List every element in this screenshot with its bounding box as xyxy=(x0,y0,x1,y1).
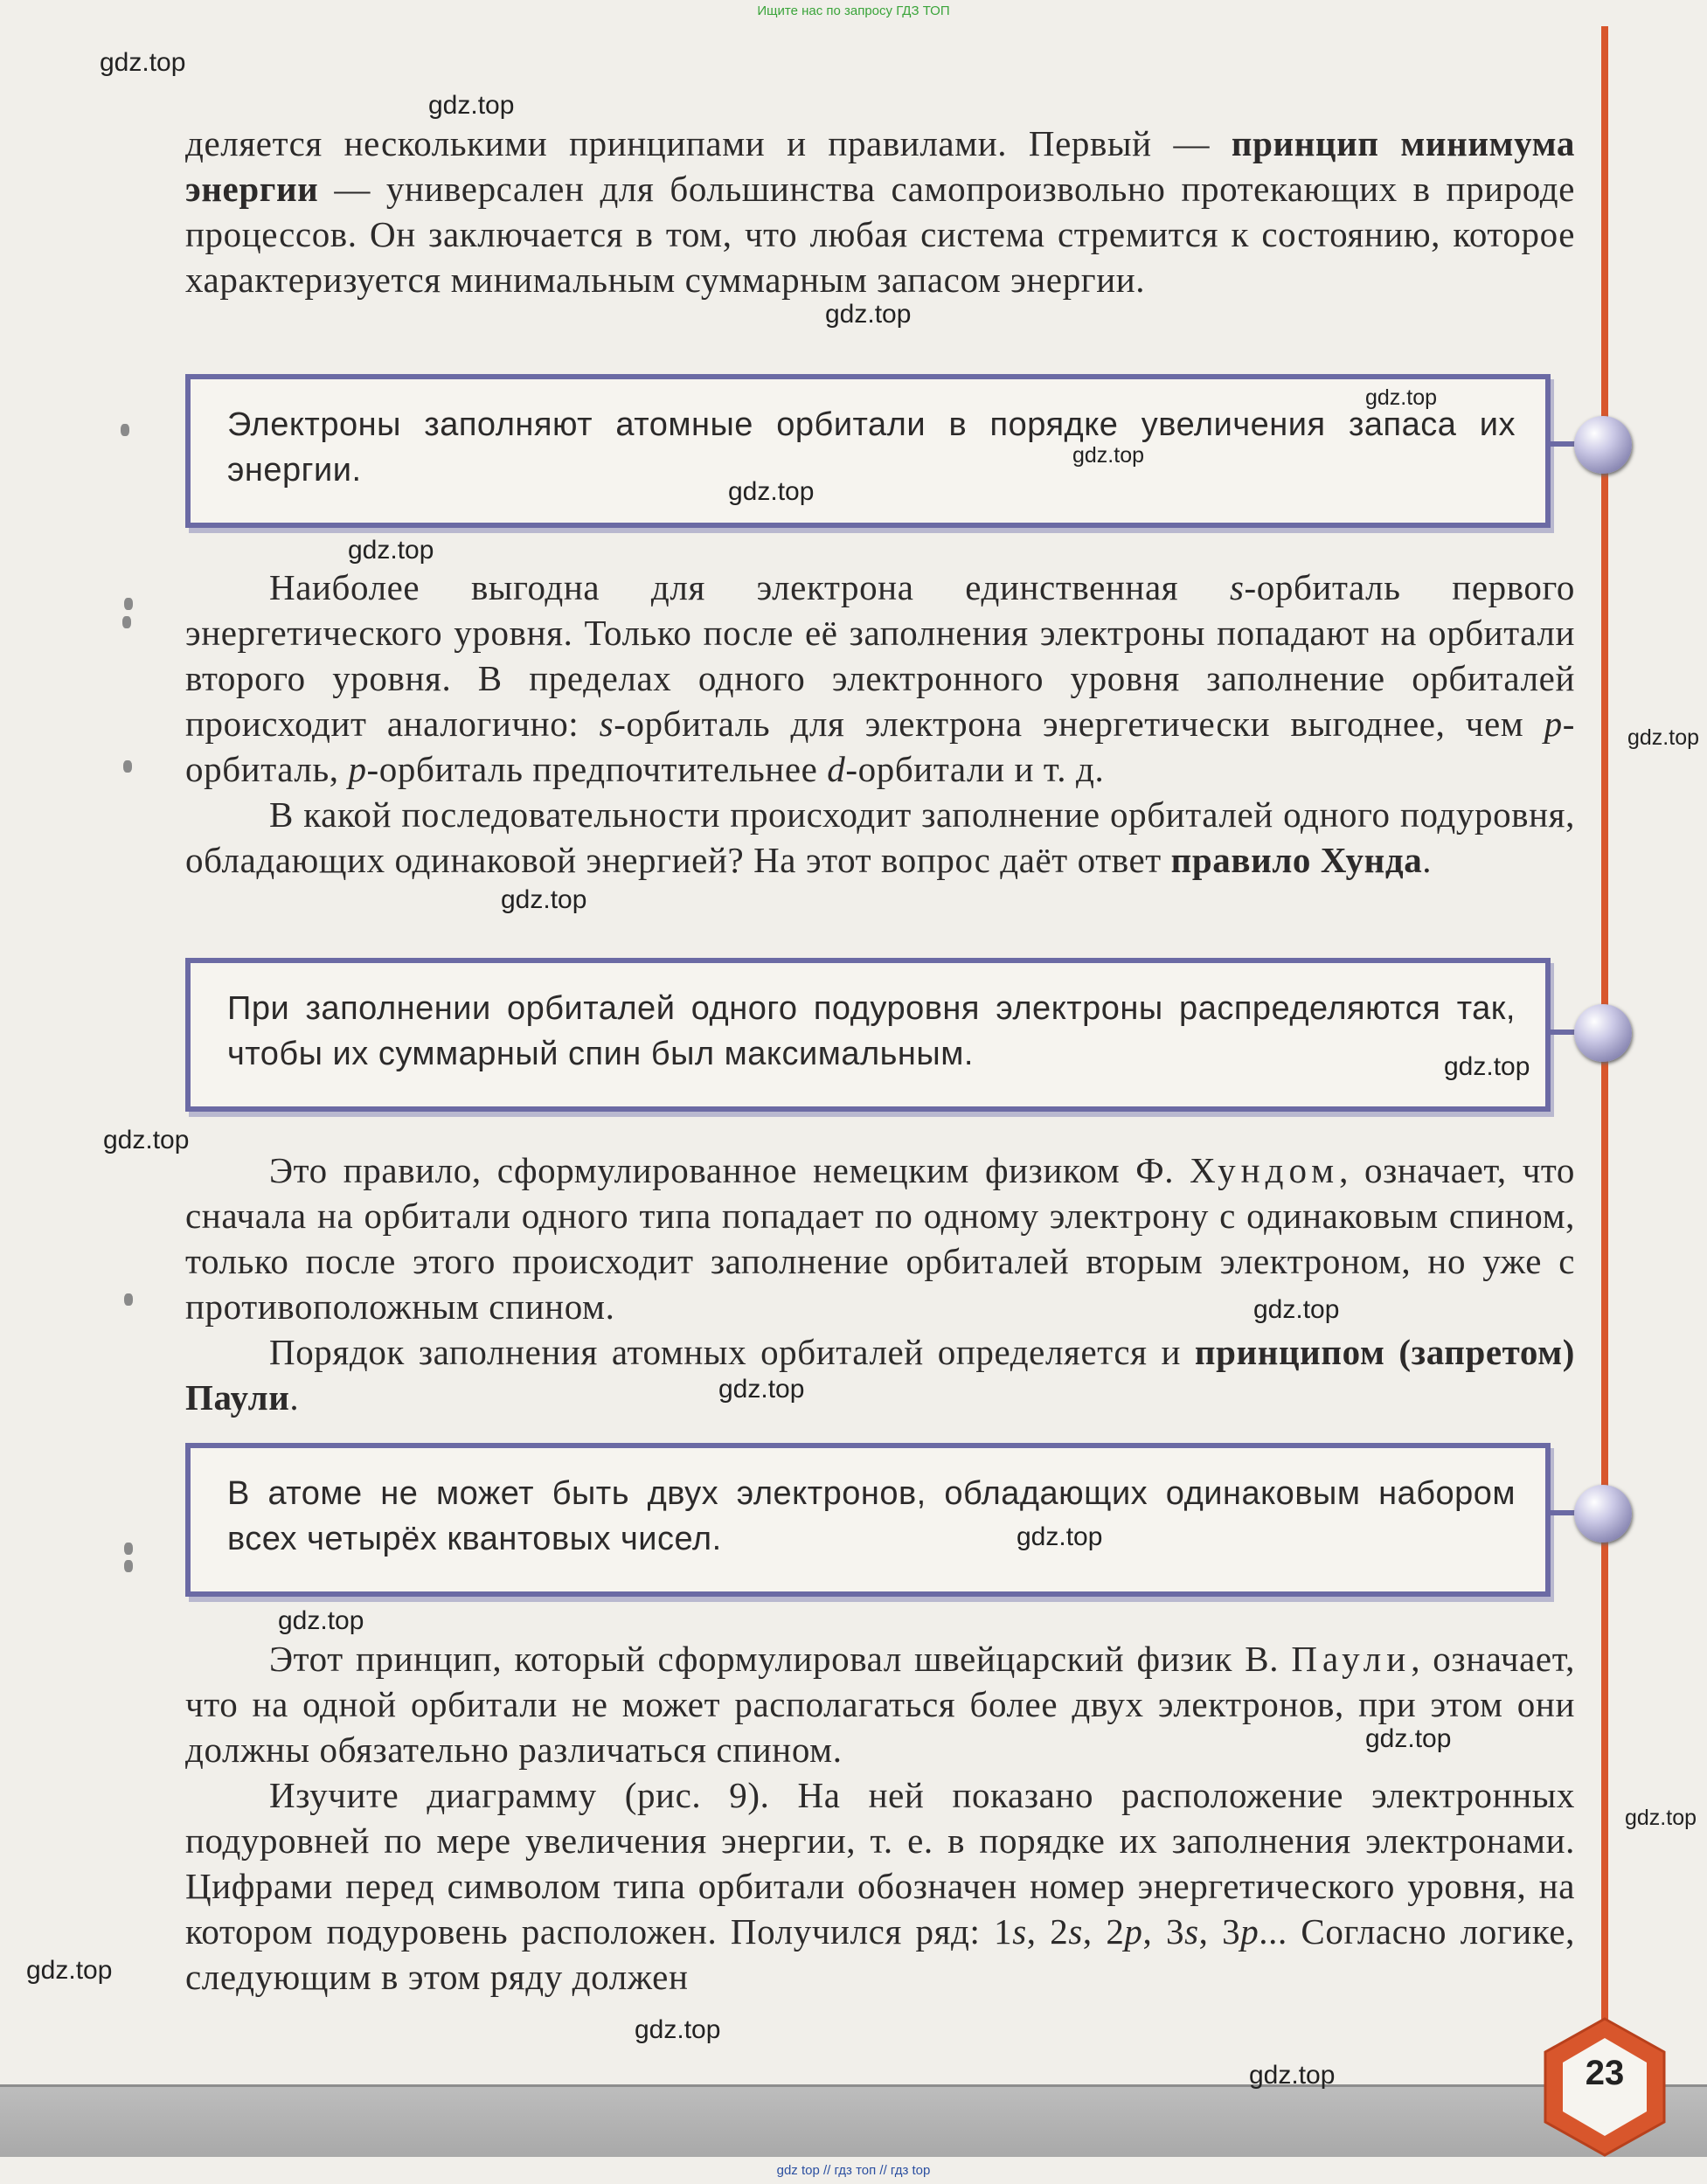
italic-d: d xyxy=(827,749,846,789)
text-span: В какой последовательности происходит заполнение орбиталей одного подуровня, обладающих одинаковой энергией? На этот вопрос даёт ответ xyxy=(185,794,1575,880)
italic-s: s xyxy=(1229,567,1245,607)
text-span: . xyxy=(1422,840,1433,880)
italic-s: s xyxy=(1068,1911,1083,1952)
watermark: gdz.top xyxy=(1625,1806,1697,1830)
bullet-bubble-icon xyxy=(1574,1004,1632,1062)
watermark: gdz.top xyxy=(1627,725,1700,750)
watermark: gdz.top xyxy=(501,885,587,914)
bullet-bubble-icon xyxy=(1574,1485,1632,1543)
rule-text-2: При заполнении орбиталей одного подуровня электроны распределяются так, чтобы их суммарный спин был максимальным. xyxy=(227,990,1516,1072)
name-pauli: Паули xyxy=(1291,1639,1412,1679)
text-span: , означает, что на одной орбитали не может располагаться более двух электронов, при этом они должны обязательно различаться спином. xyxy=(185,1639,1575,1770)
margin-speck xyxy=(124,1293,133,1306)
italic-s: s xyxy=(1184,1911,1199,1952)
italic-s: s xyxy=(1012,1911,1027,1952)
text-span: — универсален для большинства самопроизвольно протекающих в природе процессов. Он заключается в том, что любая система стремится к состоянию, которое характеризуется минимальным суммарным запасом энергии. xyxy=(185,169,1575,300)
term-pauli-principle: принципом (запретом) Паули xyxy=(185,1332,1575,1418)
paragraph-1 xyxy=(185,121,1575,302)
paragraph-5 xyxy=(185,1329,1575,1420)
text-span: , означает, что сначала на орбитали одного типа попадает по одному электрону с одинаковым спином, только после этого происходит заполнение орбиталей вторым электроном, но уже с противоположным спином. xyxy=(185,1150,1575,1327)
text-span: -орбиталь для электрона энергетически выгоднее, чем xyxy=(614,704,1544,744)
top-note: Ищите нас по запросу ГДЗ ТОП xyxy=(757,3,950,18)
watermark: gdz.top xyxy=(100,48,186,77)
margin-speck xyxy=(124,1543,133,1555)
watermark: gdz.top xyxy=(1365,1724,1452,1753)
watermark: gdz.top xyxy=(26,1956,113,1985)
watermark: gdz.top xyxy=(825,300,912,329)
text-span: Этот принцип, который сформулировал швейцарский физик В. xyxy=(269,1639,1292,1679)
text-span: -орбиталь предпочтительнее xyxy=(366,749,828,789)
watermark: gdz.top xyxy=(728,477,815,506)
watermark: gdz.top xyxy=(1365,385,1438,410)
paragraph-4 xyxy=(185,1147,1575,1420)
text-span: -орбиталь первого энергетического уровня. Только после её заполнения электроны попадают на орбитали второго уровня. В пределах одного электронного уровня заполнение орбиталей происходит аналогично: xyxy=(185,567,1575,744)
margin-speck xyxy=(122,616,131,628)
watermark: gdz.top xyxy=(1072,443,1145,468)
watermark: gdz.top xyxy=(1017,1522,1103,1551)
text-span: Это правило, сформулированное немецким физиком Ф. xyxy=(269,1150,1190,1190)
watermark: gdz.top xyxy=(1253,1295,1340,1324)
margin-speck xyxy=(124,1560,133,1572)
name-hund: Хундом xyxy=(1190,1150,1340,1190)
margin-speck xyxy=(124,598,133,610)
rule-text-1: Электроны заполняют атомные орбитали в порядке увеличения запаса их энергии. xyxy=(227,406,1516,489)
italic-p: p xyxy=(1544,704,1563,744)
bottom-note: gdz top // гдз топ // гдз top xyxy=(776,2163,931,2178)
page-number-badge xyxy=(1540,2015,1669,2159)
paragraph-6 xyxy=(185,1636,1575,2000)
watermark: gdz.top xyxy=(348,536,434,565)
footer-band xyxy=(0,2084,1707,2157)
watermark: gdz.top xyxy=(278,1606,364,1635)
rule-box-2 xyxy=(185,958,1551,1112)
text-span: , 3 xyxy=(1198,1911,1241,1952)
italic-p: p xyxy=(1124,1911,1143,1952)
page-number: 23 xyxy=(1585,2054,1625,2092)
watermark: gdz.top xyxy=(635,2015,721,2044)
term-minimum-energy: принцип минимума энергии xyxy=(185,123,1575,209)
margin-speck xyxy=(123,760,132,773)
paragraph-7 xyxy=(185,1772,1575,2000)
watermark: gdz.top xyxy=(718,1375,805,1404)
text-span: ... Согласно логике, следующим в этом ряду должен xyxy=(185,1911,1575,1997)
watermark: gdz.top xyxy=(1249,2061,1336,2090)
margin-speck xyxy=(121,424,129,436)
rule-box-1 xyxy=(185,374,1551,528)
rule-box-3 xyxy=(185,1443,1551,1597)
watermark: gdz.top xyxy=(1444,1052,1530,1081)
watermark: gdz.top xyxy=(428,91,515,120)
italic-p: p xyxy=(1240,1911,1259,1952)
text-span: деляется несколькими принципами и правилами. Первый — xyxy=(185,123,1232,163)
text-span: , 2 xyxy=(1082,1911,1125,1952)
rule-text-3: В атоме не может быть двух электронов, обладающих одинаковым набором всех четырёх квантовых чисел. xyxy=(227,1475,1516,1557)
text-span: , 3 xyxy=(1142,1911,1185,1952)
term-hund-rule: правило Хунда xyxy=(1170,840,1423,880)
italic-s: s xyxy=(599,704,614,744)
paragraph-3 xyxy=(185,792,1575,883)
text-span: Наиболее выгодна для электрона единственная xyxy=(269,567,1230,607)
text-span: -орбиталь, xyxy=(185,704,1575,789)
text-span: -орбитали и т. д. xyxy=(845,749,1105,789)
italic-p: p xyxy=(348,749,367,789)
text-span: Изучите диаграмму (рис. 9). На ней показано расположение электронных подуровней по мере увеличения энергии, т. е. в порядке их заполнения электронами. Цифрами перед символом типа орбитали обозначен номер энергетического уровня, на котором подуровень расположен. Получился ряд: 1 xyxy=(185,1775,1575,1952)
paragraph-2 xyxy=(185,565,1575,883)
watermark: gdz.top xyxy=(103,1126,190,1154)
text-span: Порядок заполнения атомных орбиталей определяется и xyxy=(269,1332,1195,1372)
text-span: , 2 xyxy=(1026,1911,1069,1952)
text-span: . xyxy=(289,1377,300,1418)
bullet-bubble-icon xyxy=(1574,416,1632,474)
